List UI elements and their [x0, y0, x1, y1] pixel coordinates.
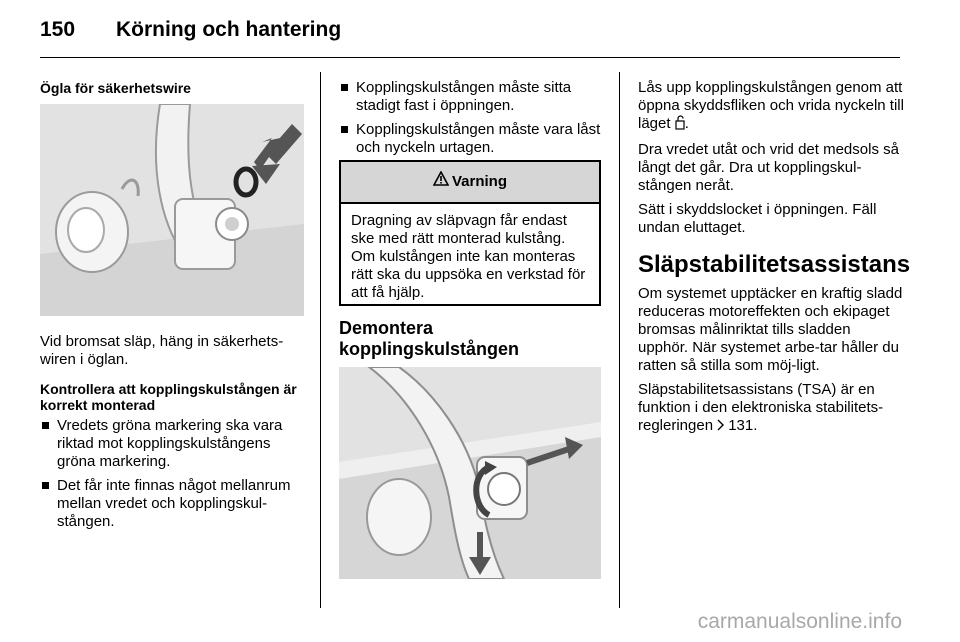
eyelet-caption: Vid bromsat släp, häng in säkerhets-wiren i öglan.	[40, 333, 284, 368]
column-divider-1	[320, 72, 321, 608]
column-2	[339, 79, 601, 163]
list-item: Vredets gröna markering ska vara riktad mot kopplingskulstångens gröna markering.	[40, 417, 306, 471]
tsa-text-end: .	[753, 417, 758, 434]
warning-body: Dragning av släpvagn får endast ske med rätt monterad kulstång. Om kulstången inte kan monteras rätt ska du uppsöka en verkstad för att få hjälp.	[351, 212, 586, 301]
column-1-text	[40, 333, 306, 537]
cap-paragraph: Sätt i skyddslocket i öppningen. Fäll undan eluttaget.	[638, 201, 877, 236]
warning-triangle-icon	[433, 162, 449, 202]
illustration-remove-towbar	[339, 367, 601, 579]
towbar-drawing	[339, 367, 601, 579]
section-heading-tsa: Släpstabilitetsassistans	[638, 251, 911, 278]
watermark: carmanualsonline.info	[697, 610, 902, 633]
unlock-icon	[675, 115, 685, 135]
tsa-paragraph-2	[638, 381, 904, 436]
warning-title: Varning	[451, 173, 507, 190]
page-number: 150	[40, 18, 76, 41]
section-heading-remove: Demontera kopplingskulstången	[339, 318, 520, 359]
eyelet-drawing	[40, 104, 304, 316]
header-rule	[40, 57, 900, 58]
column-1	[40, 80, 304, 100]
list-item: Kopplingskulstången måste sitta stadigt fast i öppningen.	[339, 79, 601, 115]
page-title: Körning och hantering	[116, 18, 342, 41]
unlock-text: Lås upp kopplingskulstången genom att öppna skyddsfliken och vrida nyckeln till läget	[638, 79, 904, 132]
illustration-safety-wire-eyelet	[40, 104, 304, 316]
pull-knob-paragraph: Dra vredet utåt och vrid det medsols så långt det går. Dra ut kopplingskul-stången neråt.	[638, 141, 899, 194]
list-item: Kopplingskulstången måste vara låst och nyckeln urtagen.	[339, 121, 601, 157]
section-heading-check: Kontrollera att kopplingskulstången är korrekt monterad	[40, 381, 297, 413]
unlock-paragraph	[638, 79, 904, 135]
warning-header	[341, 162, 599, 204]
page-ref-number[interactable]: 131	[728, 417, 754, 434]
tsa-paragraph-1: Om systemet upptäcker en kraftig sladd reduceras motoreffekten och ekipaget bromsas målinriktat tills sladden upphör. När systemet arbe-tar håller du ratten så stilla som möj-ligt.	[638, 285, 903, 374]
column-3	[638, 79, 911, 442]
list-item: Det får inte finnas något mellanrum mellan vredet och kopplingskul-stången.	[40, 477, 306, 531]
page-ref-icon	[717, 418, 725, 436]
tsa-text: Släpstabilitetsassistans (TSA) är en funktion i den elektroniska stabilitets-regleringen	[638, 381, 884, 434]
section-heading-eyelet: Ögla för säkerhetswire	[40, 80, 191, 96]
unlock-text-end: .	[684, 115, 689, 132]
warning-box	[339, 160, 601, 306]
column-divider-2	[619, 72, 620, 608]
